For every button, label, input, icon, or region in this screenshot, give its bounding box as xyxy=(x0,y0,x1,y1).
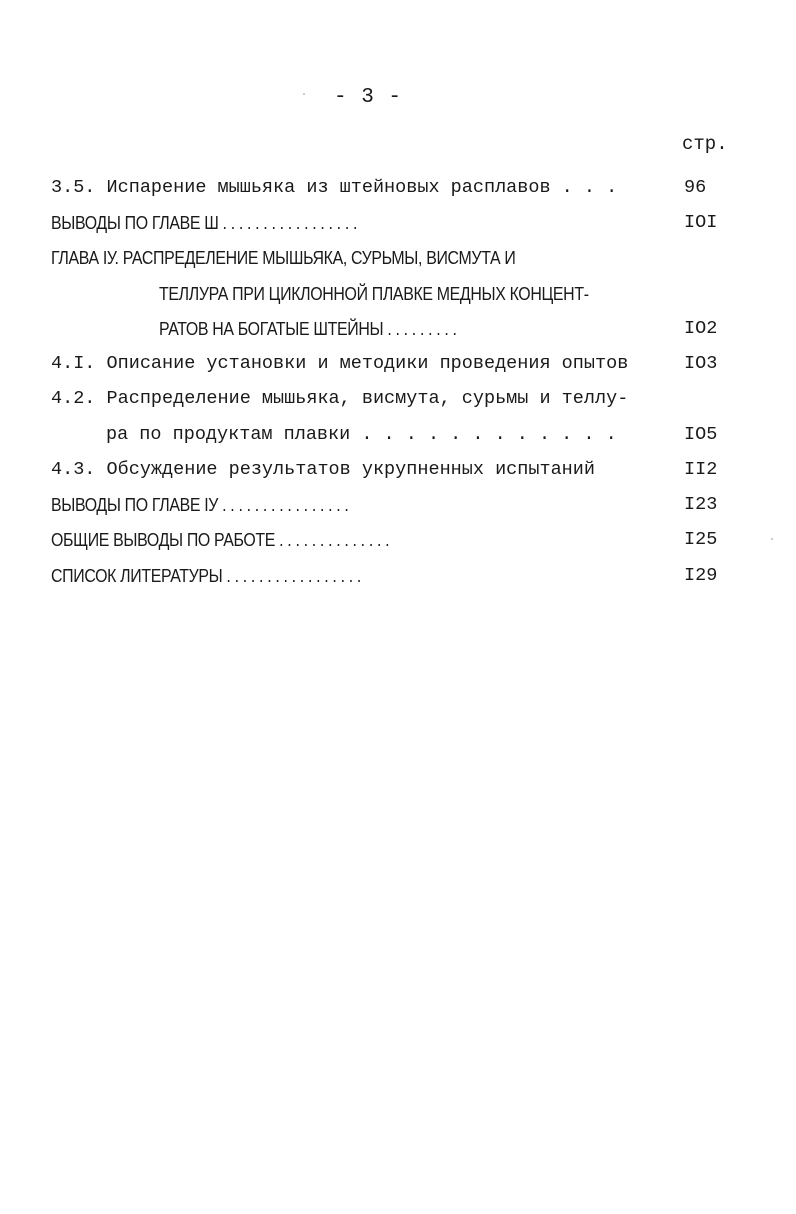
page-number: - 3 - xyxy=(333,86,402,109)
toc-entry-references: СПИСОК ЛИТЕРАТУРЫ . . . . . . . . . . . . . . . . . xyxy=(51,565,361,586)
toc-page-references: I29 xyxy=(684,565,718,586)
toc-page-chapter-4: IO2 xyxy=(684,318,718,339)
toc-entry-conclusions-ch3: ВЫВОДЫ ПО ГЛАВЕ Ш . . . . . . . . . . . . . . . . . xyxy=(51,212,358,233)
toc-page-3-5: 96 xyxy=(684,177,707,198)
toc-page-4-2: IO5 xyxy=(684,424,718,445)
toc-page-conclusions-ch3: IOI xyxy=(684,212,718,233)
scan-speck xyxy=(771,538,773,540)
toc-entry-4-1: 4.I. Описание установки и методики проведения опытов xyxy=(51,353,629,374)
toc-entry-4-2-line2: ра по продуктам плавки . . . . . . . . . . . . xyxy=(106,424,617,445)
toc-entry-conclusions-ch4: ВЫВОДЫ ПО ГЛАВЕ IУ . . . . . . . . . . . . . . . . xyxy=(51,494,349,515)
toc-entry-general-conclusions: ОБЩИЕ ВЫВОДЫ ПО РАБОТЕ . . . . . . . . . . . . . . xyxy=(51,529,390,550)
scan-speck xyxy=(303,93,305,95)
toc-entry-4-2-line1: 4.2. Распределение мышьяка, висмута, сурьмы и теллу- xyxy=(51,388,629,409)
toc-entry-3-5: 3.5. Испарение мышьяка из штейновых расплавов . . . xyxy=(51,177,618,198)
toc-entry-chapter-4-line1: ГЛАВА IУ. РАСПРЕДЕЛЕНИЕ МЫШЬЯКА, СУРЬМЫ, ВИСМУТА И xyxy=(51,247,516,268)
toc-entry-chapter-4-line3: РАТОВ НА БОГАТЫЕ ШТЕЙНЫ . . . . . . . . . xyxy=(159,318,457,339)
toc-page-4-3: II2 xyxy=(684,459,718,480)
toc-entry-chapter-4-line2: ТЕЛЛУРА ПРИ ЦИКЛОННОЙ ПЛАВКЕ МЕДНЫХ КОНЦЕНТ- xyxy=(159,283,589,304)
toc-page-conclusions-ch4: I23 xyxy=(684,494,718,515)
page-column-header: стр. xyxy=(682,133,728,155)
toc-page-general-conclusions: I25 xyxy=(684,529,718,550)
toc-page-4-1: IO3 xyxy=(684,353,718,374)
toc-entry-4-3: 4.3. Обсуждение результатов укрупненных испытаний xyxy=(51,459,595,480)
